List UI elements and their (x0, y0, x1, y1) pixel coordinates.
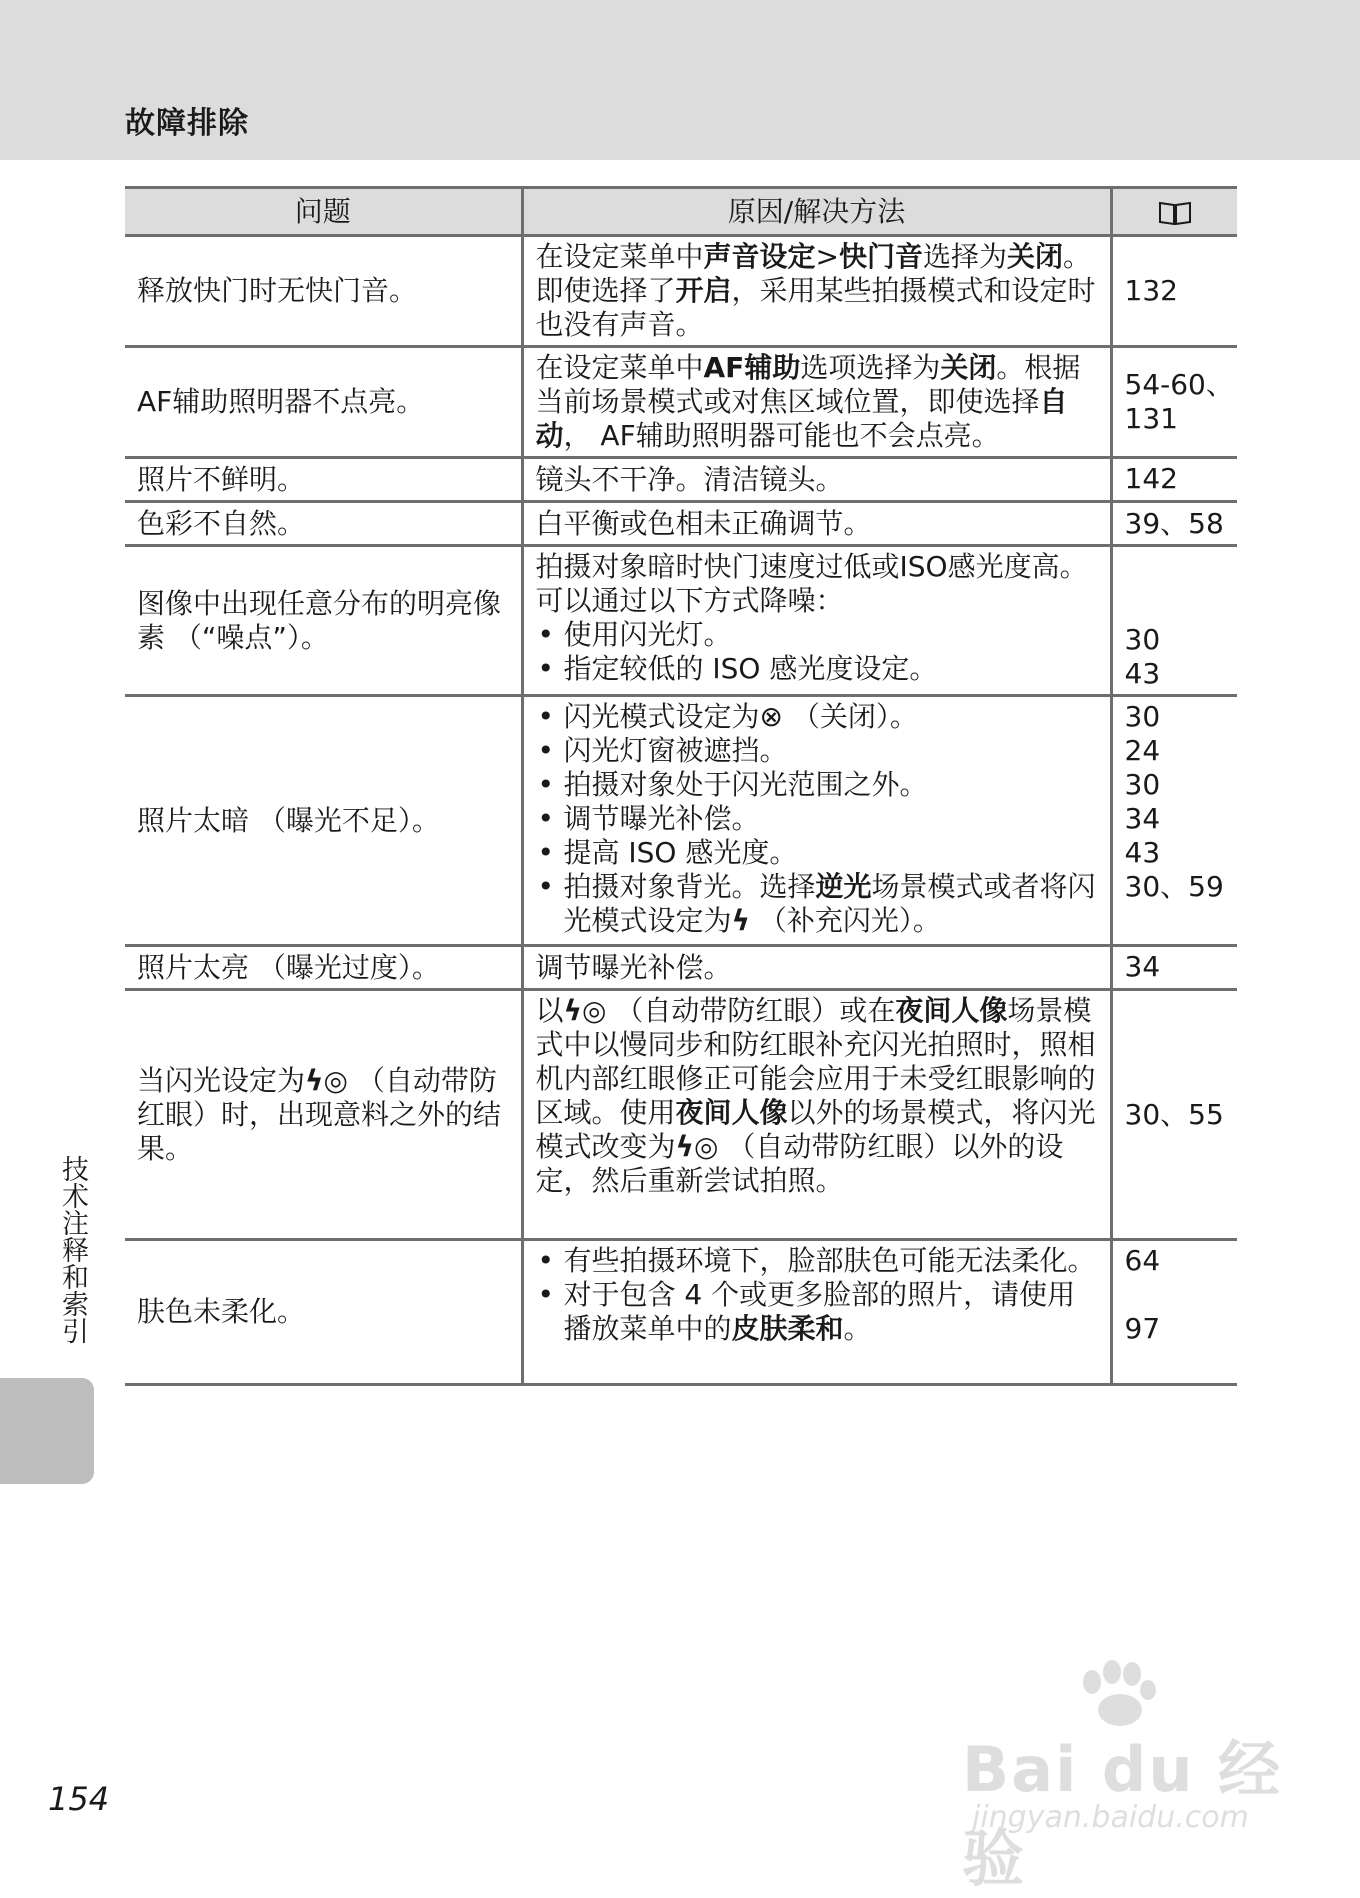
table-row (125, 696, 1237, 946)
header-solution: 原因/解决方法 (522, 188, 1111, 236)
table-row (125, 946, 1237, 990)
table-row (125, 1240, 1237, 1385)
page-ref: 34 (1124, 802, 1161, 835)
reference-cell (1111, 236, 1237, 347)
solution-cell: 白平衡或色相未正确调节。 (522, 502, 1111, 546)
page-ref: 30 (1124, 700, 1161, 733)
page-ref: 39、58 (1124, 506, 1224, 540)
watermark-brand: Bai du 经验 (962, 1733, 1283, 1895)
page-title: 故障排除 (125, 106, 249, 141)
troubleshooting-table (125, 186, 1237, 1386)
problem-cell: 释放快门时无快门音。 (125, 236, 522, 347)
solution-bullets (536, 1244, 1098, 1346)
table-row (125, 990, 1237, 1240)
bullet-item: • 提高 ISO 感光度。 (536, 836, 1098, 870)
table-header-row (125, 188, 1237, 236)
page-ref: 131 (1124, 402, 1178, 435)
solution-intro: 拍摄对象暗时快门速度过低或ISO感光度高。可以通过以下方式降噪： (535, 550, 1088, 617)
bullet-item: • 使用闪光灯。 (536, 618, 1098, 652)
problem-cell: AF辅助照明器不点亮。 (125, 347, 522, 458)
problem-cell: 照片不鲜明。 (125, 458, 522, 502)
page-ref: 97 (1124, 1312, 1161, 1345)
page-number: 154 (48, 1780, 110, 1818)
reference-cell (1111, 347, 1237, 458)
header-problem: 问题 (125, 188, 522, 236)
watermark-url: jingyan.baidu.com (972, 1800, 1249, 1835)
solution-bullets (536, 700, 1098, 938)
bullet-item: • 闪光模式设定为⊗ （关闭）。 (536, 700, 1098, 734)
bullet-item: • 调节曝光补偿。 (536, 802, 1098, 836)
solution-cell (522, 1240, 1111, 1385)
book-icon (1158, 200, 1192, 226)
solution-cell (522, 546, 1111, 696)
reference-cell (1111, 546, 1237, 696)
ref-spacer (1125, 1278, 1226, 1312)
page-ref: 142 (1124, 462, 1178, 495)
solution-cell: 在设定菜单中AF辅助选项选择为关闭。根据当前场景模式或对焦区域位置，即使选择自动， AF辅助照明器可能也不会点亮。 (522, 347, 1111, 458)
reference-cell (1111, 502, 1237, 546)
table-row (125, 458, 1237, 502)
solution-cell (522, 696, 1111, 946)
page-ref: 34 (1124, 950, 1161, 983)
watermark (962, 1660, 1302, 1895)
bullet-item: • 拍摄对象背光。选择逆光场景模式或者将闪光模式设定为ϟ （补充闪光）。 (536, 870, 1098, 938)
section-side-label: 技术注释和索引 (57, 1155, 88, 1344)
page-ref: 24 (1124, 734, 1161, 767)
reference-cell (1111, 1240, 1237, 1385)
reference-cell (1111, 458, 1237, 502)
section-tab (0, 1378, 94, 1484)
bullet-item: • 指定较低的 ISO 感光度设定。 (536, 652, 1098, 686)
problem-cell: 照片太亮 （曝光过度）。 (125, 946, 522, 990)
reference-cell (1111, 696, 1237, 946)
table-row (125, 236, 1237, 347)
bullet-item: • 对于包含 4 个或更多脸部的照片，请使用播放菜单中的皮肤柔和。 (536, 1278, 1098, 1346)
problem-cell: 肤色未柔化。 (125, 1240, 522, 1385)
solution-cell: 镜头不干净。清洁镜头。 (522, 458, 1111, 502)
problem-cell: 图像中出现任意分布的明亮像素 （“噪点”）。 (125, 546, 522, 696)
problem-cell: 照片太暗 （曝光不足）。 (125, 696, 522, 946)
table-row (125, 347, 1237, 458)
solution-cell: 在设定菜单中声音设定>快门音选择为关闭。即使选择了开启，采用某些拍摄模式和设定时也没有声音。 (522, 236, 1111, 347)
bullet-item: • 拍摄对象处于闪光范围之外。 (536, 768, 1098, 802)
problem-cell: 色彩不自然。 (125, 502, 522, 546)
bullet-item: • 有些拍摄环境下，脸部肤色可能无法柔化。 (536, 1244, 1098, 1278)
reference-cell (1111, 946, 1237, 990)
page-ref: 30、55 (1124, 1097, 1224, 1131)
table-row (125, 546, 1237, 696)
page-ref: 30、59 (1124, 870, 1224, 903)
page-ref: 132 (1124, 274, 1178, 307)
solution-bullets (536, 618, 1098, 686)
page-ref: 54-60、 (1124, 368, 1234, 401)
solution-cell: 调节曝光补偿。 (522, 946, 1111, 990)
page-ref: 43 (1124, 836, 1161, 869)
header-reference (1111, 188, 1237, 236)
bullet-item: • 闪光灯窗被遮挡。 (536, 734, 1098, 768)
table-row (125, 502, 1237, 546)
solution-cell: 以ϟ◎ （自动带防红眼）或在夜间人像场景模式中以慢同步和防红眼补充闪光拍照时，照相机内部红眼修正可能会应用于未受红眼影响的区域。使用夜间人像以外的场景模式，将闪光模式改变为ϟ◎ （自动带防红眼）以外的设定，然后重新尝试拍照。 (522, 990, 1111, 1240)
page-ref: 64 (1124, 1244, 1161, 1277)
problem-cell: 当闪光设定为ϟ◎ （自动带防红眼）时，出现意料之外的结果。 (125, 990, 522, 1240)
page-ref: 30 (1124, 768, 1161, 801)
page-ref: 43 (1124, 657, 1161, 690)
page-ref: 30 (1124, 623, 1161, 656)
reference-cell (1111, 990, 1237, 1240)
